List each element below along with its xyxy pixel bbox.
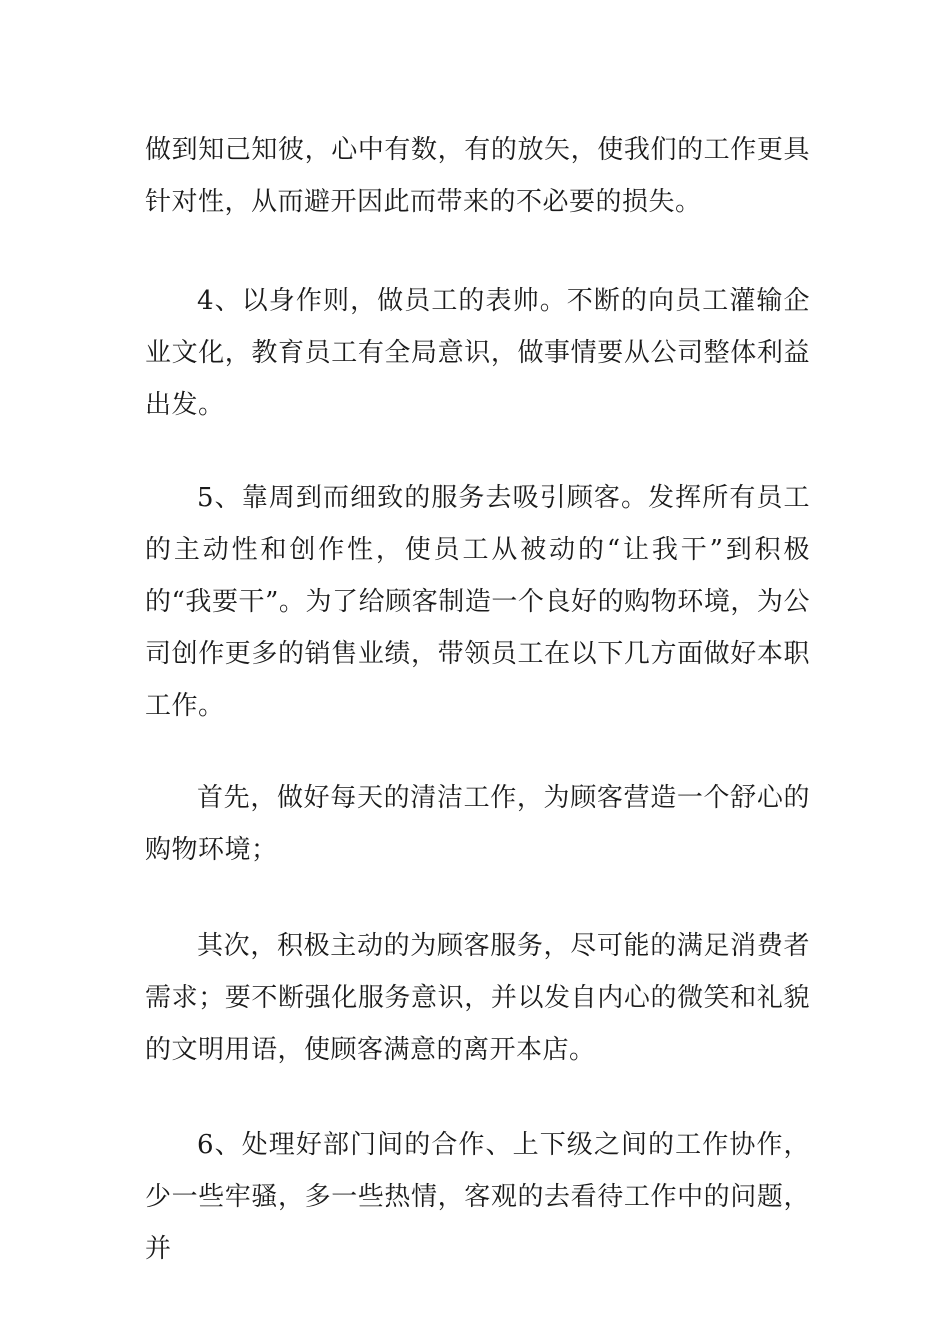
paragraph-first: 首先，做好每天的清洁工作，为顾客营造一个舒心的购物环境； xyxy=(145,783,810,865)
paragraph-continuation: 做到知己知彼，心中有数，有的放矢，使我们的工作更具针对性，从而避开因此而带来的不必要的损失。 xyxy=(145,135,810,217)
paragraph-item-4: 4、以身作则，做员工的表帅。不断的向员工灌输企业文化，教育员工有全局意识，做事情要从公司整体利益出发。 xyxy=(145,286,810,420)
paragraph-second: 其次，积极主动的为顾客服务，尽可能的满足消费者需求；要不断强化服务意识，并以发自内心的微笑和礼貌的文明用语，使顾客满意的离开本店。 xyxy=(145,931,810,1065)
paragraph-item-6: 6、处理好部门间的合作、上下级之间的工作协作，少一些牢骚，多一些热情，客观的去看待工作中的问题，并 xyxy=(145,1130,810,1264)
paragraph-item-5: 5、靠周到而细致的服务去吸引顾客。发挥所有员工的主动性和创作性，使员工从被动的“让我干”到积极的“我要干”。为了给顾客制造一个良好的购物环境，为公司创作更多的销售业绩，带领员工在以下几方面做好本职工作。 xyxy=(145,483,810,721)
